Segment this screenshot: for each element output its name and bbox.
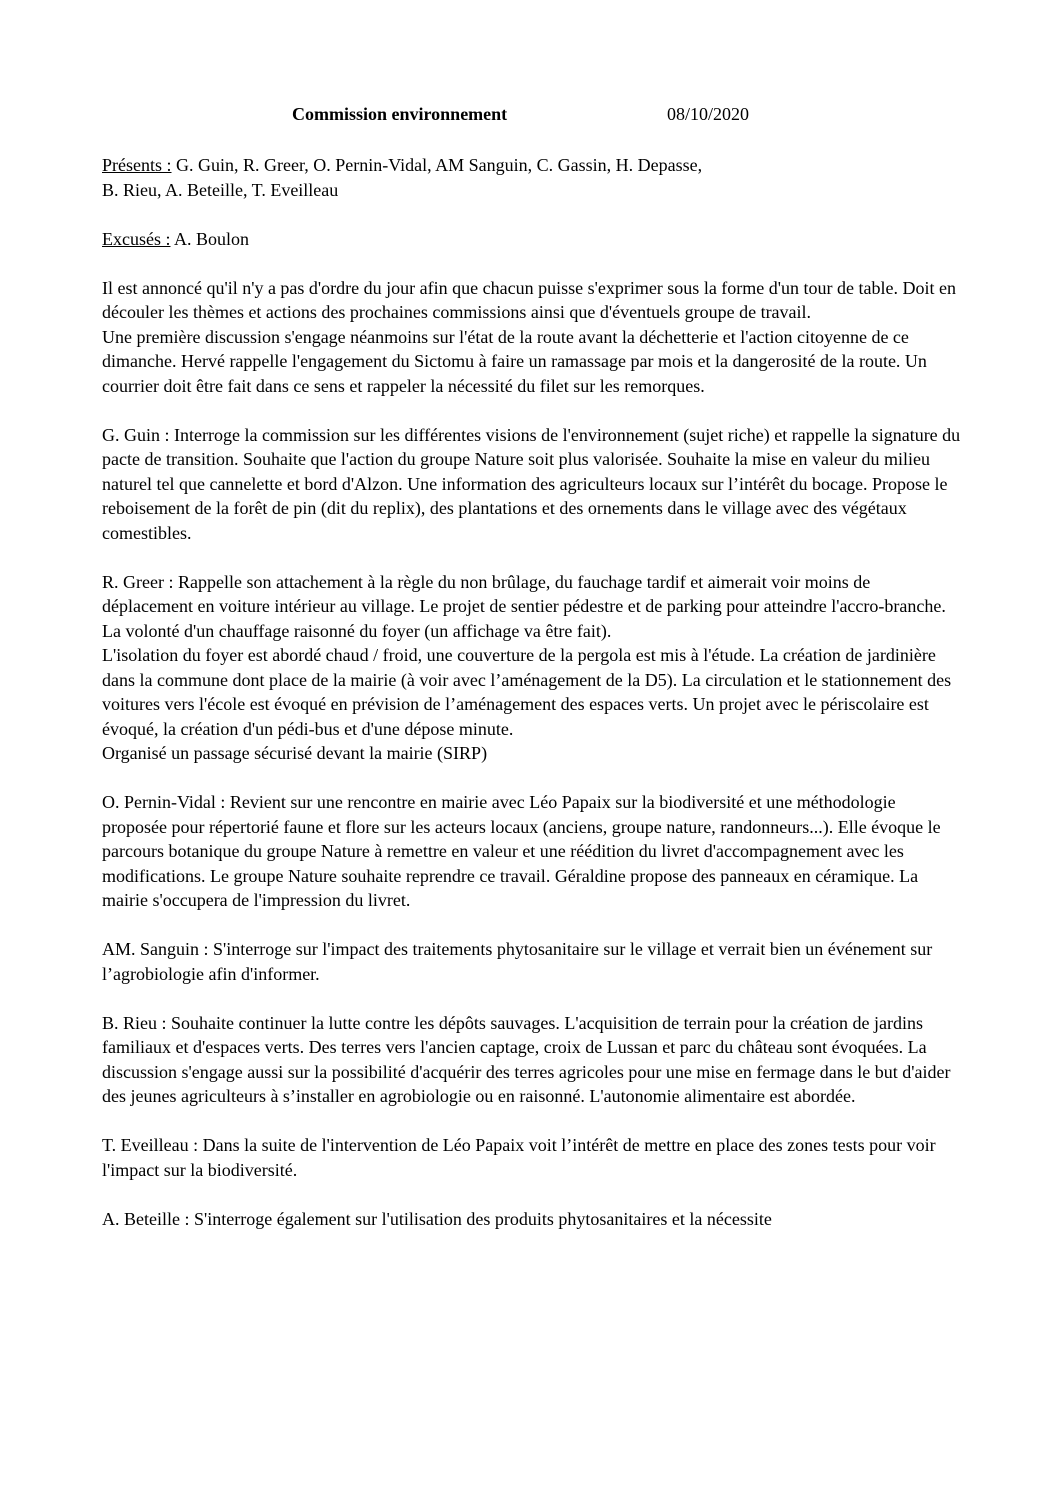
document-title: Commission environnement bbox=[292, 104, 508, 124]
paragraph-pernin-vidal: O. Pernin-Vidal : Revient sur une rencontre en mairie avec Léo Papaix sur la biodiversité et une méthodologie proposée pour répertorié faune et flore sur les acteurs locaux (anciens, groupe nature, randonneurs...). Elle évoque le parcours botanique du groupe Nature à remettre en valeur et une réédition du livret d'accompagnement avec les modifications. Le groupe Nature souhaite reprendre ce travail. Géraldine propose des panneaux en céramique. La mairie s'occupera de l'impression du livret. bbox=[102, 792, 941, 910]
paragraph-greer: R. Greer : Rappelle son attachement à la règle du non brûlage, du fauchage tardif et aimerait voir moins de déplacement en voiture intérieur au village. Le projet de sentier pédestre et de parking pour atteindre l'accro-branche. La volonté d'un chauffage raisonné du foyer (un affichage va être fait). bbox=[102, 571, 946, 641]
attendees-names-1: G. Guin, R. Greer, O. Pernin-Vidal, AM Sanguin, C. Gassin, H. Depasse, bbox=[171, 155, 703, 175]
excused-names: A. Boulon bbox=[170, 228, 249, 249]
paragraph-beteille: A. Beteille : S'interroge également sur l'utilisation des produits phytosanitaires et la nécessite bbox=[102, 1208, 772, 1229]
document-date: 08/10/2020 bbox=[667, 104, 750, 124]
spacer bbox=[102, 398, 962, 423]
spacer bbox=[102, 545, 962, 570]
paragraph-route: Une première discussion s'engage néanmoins sur l'état de la route avant la déchetterie et l'action citoyenne de ce dimanche. Hervé rappelle l'engagement du Sictomu à faire un ramassage par mois et la dangerosité de la route. Un courrier doit être fait dans ce sens et rappeler la nécessité du filet sur les remorques. bbox=[102, 326, 927, 396]
attendees-label: Présents : bbox=[102, 155, 172, 175]
spacer bbox=[102, 1109, 962, 1134]
spacer bbox=[102, 986, 962, 1011]
document-body bbox=[102, 153, 962, 1231]
document-header bbox=[292, 103, 750, 125]
spacer bbox=[102, 1182, 962, 1207]
paragraph-guin: G. Guin : Interroge la commission sur les différentes visions de l'environnement (sujet riche) et rappelle la signature du pacte de transition. Souhaite que l'action du groupe Nature soit plus valorisée. Souhaite la mise en valeur du milieu naturel tel que cannelette et bord d'Alzon. Une information des agriculteurs locaux sur l’intérêt du bocage. Propose le reboisement de la forêt de pin (dit du replix), des plantations et des ornements dans le village avec des végétaux comestibles. bbox=[102, 424, 961, 543]
spacer bbox=[102, 766, 962, 791]
paragraph-intro: Il est annoncé qu'il n'y a pas d'ordre du jour afin que chacun puisse s'exprimer sous la forme d'un tour de table. Doit en découler les thèmes et actions des prochaines commissions ainsi que d'éventuels groupe de travail. bbox=[102, 277, 956, 322]
paragraph-eveilleau: T. Eveilleau : Dans la suite de l'intervention de Léo Papaix voit l’intérêt de mettre en place des zones tests pour voir l'impact sur la biodiversité. bbox=[102, 1135, 936, 1180]
excused-line bbox=[102, 227, 962, 252]
paragraph-sanguin: AM. Sanguin : S'interroge sur l'impact des traitements phytosanitaire sur le village et verrait bien un événement sur l’agrobiologie afin d'informer. bbox=[102, 939, 933, 984]
spacer bbox=[102, 251, 962, 276]
attendees-line-1 bbox=[102, 153, 962, 178]
paragraph-rieu: B. Rieu : Souhaite continuer la lutte contre les dépôts sauvages. L'acquisition de terrain pour la création de jardins familiaux et d'espaces verts. Des terres vers l'ancien captage, croix de Lussan et parc du château sont évoquées. La discussion s'engage aussi sur la possibilité d'acquérir des terres agricoles pour une mise en fermage dans le but d'aider des jeunes agriculteurs à s’installer en agrobiologie ou en raisonné. L'autonomie alimentaire est abordée. bbox=[102, 1012, 951, 1106]
spacer bbox=[102, 202, 962, 227]
paragraph-sirp: Organisé un passage sécurisé devant la mairie (SIRP) bbox=[102, 743, 488, 763]
excused-label: Excusés : bbox=[102, 228, 171, 249]
paragraph-foyer: L'isolation du foyer est abordé chaud / froid, une couverture de la pergola est mis à l'étude. La création de jardinière dans la commune dont place de la mairie (à voir avec l’aménagement de la D5). La circulation et le stationnement des voitures vers l'école est évoqué en prévision de l’aménagement des espaces verts. Un projet avec le périscolaire est évoqué, la création d'un pédi-bus et d'une dépose minute. bbox=[102, 645, 952, 739]
attendees-line-2: B. Rieu, A. Beteille, T. Eveilleau bbox=[102, 179, 339, 200]
spacer bbox=[102, 913, 962, 938]
